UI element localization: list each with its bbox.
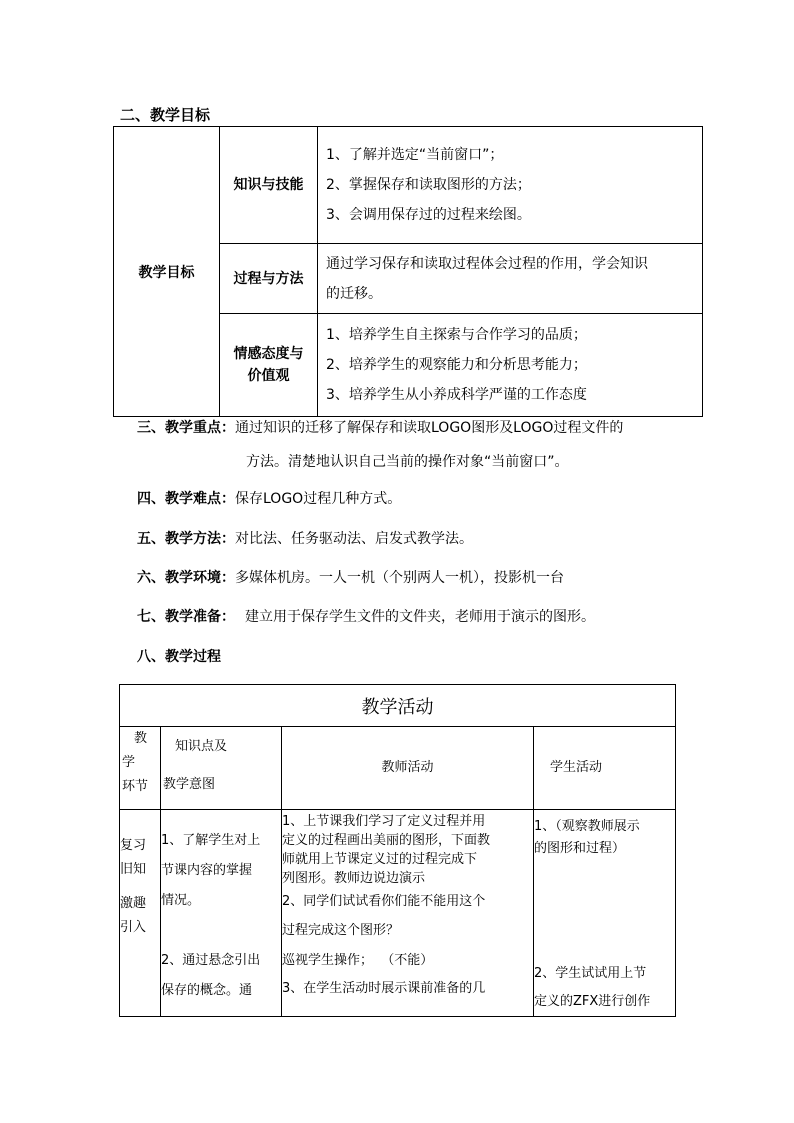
colon: ： [221, 609, 235, 625]
section-4 [137, 488, 401, 508]
process-table [119, 684, 676, 1017]
category-attitude-values [220, 314, 318, 417]
colon: ： [221, 531, 235, 547]
section-5-label: 五、教学方法 [137, 531, 221, 547]
objective-line: 3、培养学生从小养成科学严谨的工作态度 [326, 387, 587, 403]
section-7-text: 建立用于保存学生文件的文件夹，老师用于演示的图形。 [245, 609, 595, 625]
colon: ： [221, 491, 235, 507]
teacher-line: 1、上节课我们学习了定义过程并用 [282, 814, 486, 829]
section-3-line1 [137, 417, 623, 437]
section-5-text: 对比法、任务驱动法、启发式教学法。 [235, 531, 473, 547]
section-5 [137, 528, 473, 548]
teacher-line: 3、在学生活动时展示课前准备的几 [282, 981, 486, 996]
student-activity-cell [534, 810, 676, 1017]
header-stage-line: 教 [134, 731, 148, 746]
objectives-attitude-cell [318, 314, 703, 417]
header-student-activity: 学生活动 [534, 727, 676, 810]
stage-line: 旧知 [120, 862, 147, 877]
objective-line: 2、掌握保存和读取图形的方法； [326, 177, 531, 193]
stage-line: 激趣 [120, 896, 147, 911]
header-teacher-activity: 教师活动 [282, 727, 534, 810]
knowledge-line: 节课内容的掌握 [161, 863, 253, 878]
teacher-activity-cell [282, 810, 534, 1017]
objectives-process-cell [318, 244, 703, 314]
objective-line: 的迁移。 [326, 285, 382, 302]
teacher-line: 师就用上节课定义过的过程完成下 [282, 852, 478, 867]
category-process-method: 过程与方法 [220, 244, 318, 314]
student-spacer [534, 860, 675, 960]
section-2-title: 二、教学目标 [120, 106, 211, 124]
teacher-line: 定义的过程画出美丽的图形，下面教 [282, 833, 491, 848]
section-7-label: 七、教学准备 [137, 609, 221, 625]
stage-cell [120, 810, 161, 1017]
section-7 [137, 606, 595, 626]
category-line: 情感态度与 [233, 346, 304, 362]
student-line: 的图形和过程） [534, 841, 626, 856]
knowledge-spacer [161, 916, 281, 946]
knowledge-line: 1、了解学生对上 [161, 833, 261, 848]
teacher-line: 列图形。教师边说边演示 [282, 871, 426, 886]
objective-line: 1、了解并选定“当前窗口”； [326, 147, 504, 163]
section-6-text: 多媒体机房。一人一机（个别两人一机），投影机一台 [235, 570, 564, 586]
teacher-line: 过程完成这个图形？ [282, 923, 400, 938]
header-stage-line: 学 [122, 755, 136, 770]
header-knowledge [161, 727, 282, 810]
section-6-label: 六、教学环境 [137, 570, 221, 586]
teacher-line: 2、同学们试试看你们能不能用这个 [282, 894, 486, 909]
section-4-text: 保存LOGO过程几种方式。 [235, 491, 402, 507]
header-knowledge-line: 教学意图 [163, 777, 216, 792]
student-line: 定义的ZFX进行创作 [534, 994, 651, 1009]
objectives-table [113, 126, 703, 417]
section-3-line2: 方法。清楚地认识自己当前的操作对象“当前窗口”。 [246, 454, 569, 470]
stage-line: 复习 [120, 838, 147, 853]
objective-line: 2、培养学生的观察能力和分析思考能力； [326, 357, 587, 373]
category-knowledge-skills: 知识与技能 [220, 127, 318, 244]
section-3-label: 三、教学重点 [137, 420, 221, 436]
section-4-label: 四、教学难点 [137, 491, 221, 507]
colon: ： [221, 420, 235, 436]
stage-line: 引入 [120, 920, 147, 935]
section-8-label: 八、教学过程 [137, 649, 221, 665]
colon: ： [221, 570, 235, 586]
category-line: 价值观 [247, 368, 290, 384]
header-stage-line: 环节 [122, 779, 149, 794]
teacher-line: 巡视学生操作； （不能） [282, 953, 434, 968]
header-stage [120, 727, 161, 810]
objective-line: 1、培养学生自主探索与合作学习的品质； [326, 327, 587, 343]
student-line: 1、（观察教师展示 [534, 819, 640, 834]
knowledge-line: 保存的概念。通 [161, 983, 253, 998]
objectives-row-header: 教学目标 [114, 127, 220, 417]
section-6 [137, 567, 564, 587]
knowledge-line: 2、通过悬念引出 [161, 953, 261, 968]
stage-spacer [120, 882, 160, 892]
process-table-title: 教学活动 [120, 685, 676, 727]
section-3-text: 通过知识的迁移了解保存和读取LOGO图形及LOGO过程文件的 [235, 420, 624, 436]
objective-line: 通过学习保存和读取过程体会过程的作用，学会知识 [326, 255, 648, 272]
knowledge-line: 情况。 [161, 893, 201, 908]
student-line: 2、学生试试用上节 [534, 966, 647, 981]
objectives-knowledge-cell [318, 127, 703, 244]
header-knowledge-line: 知识点及 [175, 739, 228, 754]
knowledge-cell [161, 810, 282, 1017]
objective-line: 3、会调用保存过的过程来绘图。 [326, 207, 531, 223]
section-8 [137, 646, 221, 666]
